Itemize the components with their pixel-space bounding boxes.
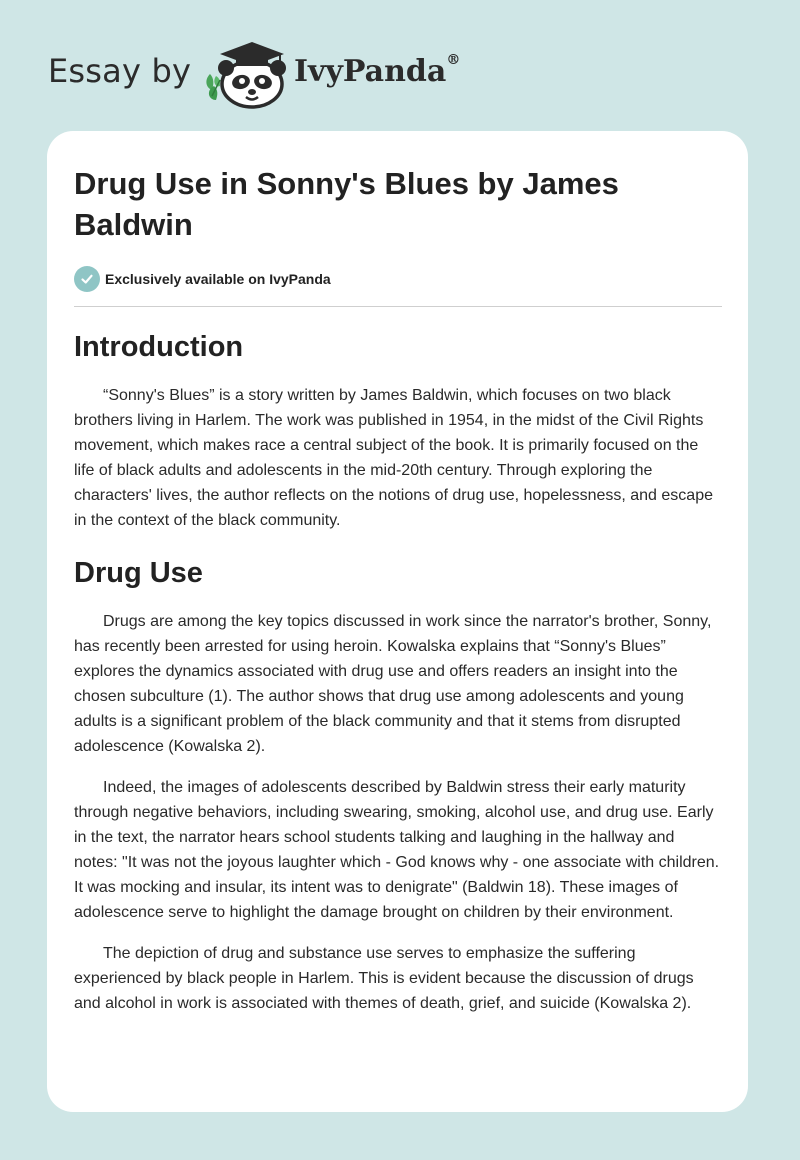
- essay-card: [47, 131, 748, 1112]
- brand-name-text: IvyPanda: [294, 54, 447, 89]
- section-heading-drug-use: Drug Use: [74, 557, 203, 589]
- exclusive-label: Exclusively available on IvyPanda: [105, 271, 331, 287]
- brand-name: [294, 54, 460, 89]
- check-circle-icon: [74, 266, 100, 292]
- brand-prefix: Essay by: [48, 52, 192, 90]
- paragraph: “Sonny's Blues” is a story written by James Baldwin, which focuses on two black brothers living in Harlem. The work was published in 1954, in the midst of the Civil Rights movement, which makes race a central subject of the book. It is primarily focused on the life of black adults and adolescents in the mid-20th century. Through exploring the characters' lives, the author reflects on the notions of drug use, hopelessness, and escape in the context of the black community.: [74, 387, 713, 529]
- brand-header: [48, 34, 508, 110]
- exclusive-badge: [74, 265, 722, 293]
- paragraph: Indeed, the images of adolescents described by Baldwin stress their early maturity through negative behaviors, including swearing, smoking, alcohol use, and drug use. Early in the text, the narrator hears school students talking and laughing in the hallway and notes: "It was not the joyous laughter which - God knows why - one associate with children. It was mocking and insular, its intent was to denigrate" (Baldwin 18). These images of adolescence serve to highlight the damage brought on children by their environment.: [74, 779, 720, 921]
- essay-title: Drug Use in Sonny's Blues by James Baldwin: [74, 166, 619, 242]
- panda-graduate-icon: [200, 36, 296, 110]
- essay-content: [74, 163, 722, 1016]
- divider: [74, 306, 722, 307]
- paragraph: Drugs are among the key topics discussed in work since the narrator's brother, Sonny, has recently been arrested for using heroin. Kowalska explains that “Sonny's Blues” explores the dynamics associated with drug use and offers readers an insight into the chosen subculture (1). The author shows that drug use among adolescents and young adults is a significant problem of the black community and that it stems from disrupted adolescence (Kowalska 2).: [74, 613, 712, 755]
- paragraph: The depiction of drug and substance use serves to emphasize the suffering experienced by black people in Harlem. This is evident because the discussion of drugs and alcohol in work is associated with themes of death, grief, and suicide (Kowalska 2).: [74, 945, 694, 1012]
- section-heading-introduction: Introduction: [74, 331, 244, 363]
- registered-mark: ®: [446, 52, 461, 68]
